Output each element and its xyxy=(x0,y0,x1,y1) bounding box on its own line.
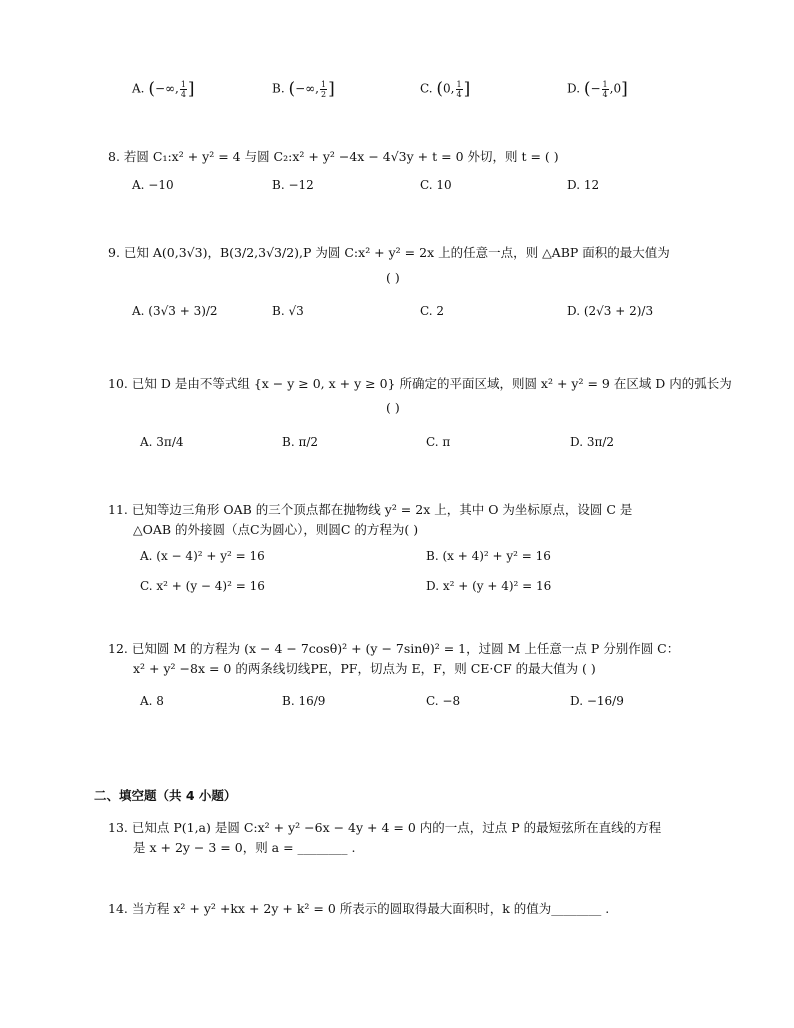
q13-text-line1: 已知点 P(1,a) 是圆 C:x² + y² −6x − 4y + 4 = 0 内的一点，过点 P 的最短弦所在直线的方程 xyxy=(131,820,662,835)
q9-answer-paren: ( ) xyxy=(386,270,400,285)
q8-option-c: C. 10 xyxy=(420,178,452,192)
q14-stem xyxy=(108,899,609,917)
q11-option-c: C. x² + (y − 4)² = 16 xyxy=(140,579,265,593)
q8-number: 8. xyxy=(108,149,120,164)
q11-text-line1: 已知等边三角形 OAB 的三个顶点都在抛物线 y² = 2x 上，其中 O 为坐标原点，设圆 C 是 xyxy=(131,502,633,517)
q10-option-c: C. π xyxy=(426,435,451,449)
q9-option-b: B. √3 xyxy=(272,304,304,318)
q7-option-d-label: D. xyxy=(567,81,581,96)
q12-text-line1: 已知圆 M 的方程为 (x − 4 − 7cosθ)² + (y − 7sinθ)² = 1，过圆 M 上任意一点 P 分别作圆 C： xyxy=(131,641,680,656)
q8-option-b: B. −12 xyxy=(272,178,314,192)
q12-stem-line2: x² + y² −8x = 0 的两条线切线PE，PF，切点为 E，F，则 CE·CF 的最大值为 ( ) xyxy=(133,661,596,676)
q10-text: 已知 D 是由不等式组 {x − y ≥ 0, x + y ≥ 0} 所确定的平面区域，则圆 x² + y² = 9 在区域 D 内的弧长为 xyxy=(131,376,732,391)
q11-stem-line2: △OAB 的外接圆（点C为圆心），则圆C 的方程为( ) xyxy=(133,522,419,537)
q13-stem-line1 xyxy=(108,818,661,836)
q12-option-d: D. −16/9 xyxy=(570,694,624,708)
q9-option-c: C. 2 xyxy=(420,304,445,318)
q10-number: 10. xyxy=(108,376,128,391)
q12-number: 12. xyxy=(108,641,128,656)
q11-stem-line1 xyxy=(108,500,632,518)
q9-stem xyxy=(108,243,670,261)
q7-option-d: D. (− $\frac{1}{4}$ ,0] xyxy=(567,79,628,99)
q14-number: 14. xyxy=(108,901,128,916)
q12-option-a: A. 8 xyxy=(140,694,164,708)
q9-option-a: A. (3√3 + 3)/2 xyxy=(132,304,218,318)
q8-text: 若圆 C₁:x² + y² = 4 与圆 C₂:x² + y² −4x − 4√3y + t = 0 外切，则 t = ( ) xyxy=(123,149,559,164)
q7-option-c-label: C. xyxy=(420,81,433,96)
q12-option-c: C. −8 xyxy=(426,694,461,708)
q10-stem xyxy=(108,374,732,392)
q7-option-a: A. (−∞, $\frac{1}{4}$ ] xyxy=(132,79,195,99)
q14-text: 当方程 x² + y² +kx + 2y + k² = 0 所表示的圆取得最大面积时，k 的值为________ . xyxy=(131,901,610,916)
q12-option-b: B. 16/9 xyxy=(282,694,326,708)
q11-option-a: A. (x − 4)² + y² = 16 xyxy=(140,549,265,563)
q9-option-d: D. (2√3 + 2)/3 xyxy=(567,304,654,318)
q10-answer-paren: ( ) xyxy=(386,400,400,415)
q8-option-a: A. −10 xyxy=(132,178,174,192)
q13-number: 13. xyxy=(108,820,128,835)
q9-number: 9. xyxy=(108,245,120,260)
q10-option-a: A. 3π/4 xyxy=(140,435,184,449)
q10-option-b: B. π/2 xyxy=(282,435,319,449)
q12-stem-line1 xyxy=(108,639,679,657)
q8-stem xyxy=(108,147,559,165)
q13-stem-line2: 是 x + 2y − 3 = 0，则 a = ________ . xyxy=(133,840,356,855)
q8-option-d: D. 12 xyxy=(567,178,600,192)
q7-option-a-label: A. xyxy=(132,81,145,96)
q11-number: 11. xyxy=(108,502,128,517)
q7-option-b-label: B. xyxy=(272,81,285,96)
q7-option-b: B. (−∞, $\frac{1}{2}$ ] xyxy=(272,79,335,99)
q7-option-c: C. (0, $\frac{1}{4}$ ] xyxy=(420,79,471,99)
section-heading: 二、填空题（共 4 小题） xyxy=(94,788,237,803)
q11-option-d: D. x² + (y + 4)² = 16 xyxy=(426,579,552,593)
q10-option-d: D. 3π/2 xyxy=(570,435,615,449)
q9-text: 已知 A(0,3√3)，B(3/2,3√3/2),P 为圆 C:x² + y² = 2x 上的任意一点，则 △ABP 面积的最大值为 xyxy=(123,245,670,260)
q11-option-b: B. (x + 4)² + y² = 16 xyxy=(426,549,551,563)
